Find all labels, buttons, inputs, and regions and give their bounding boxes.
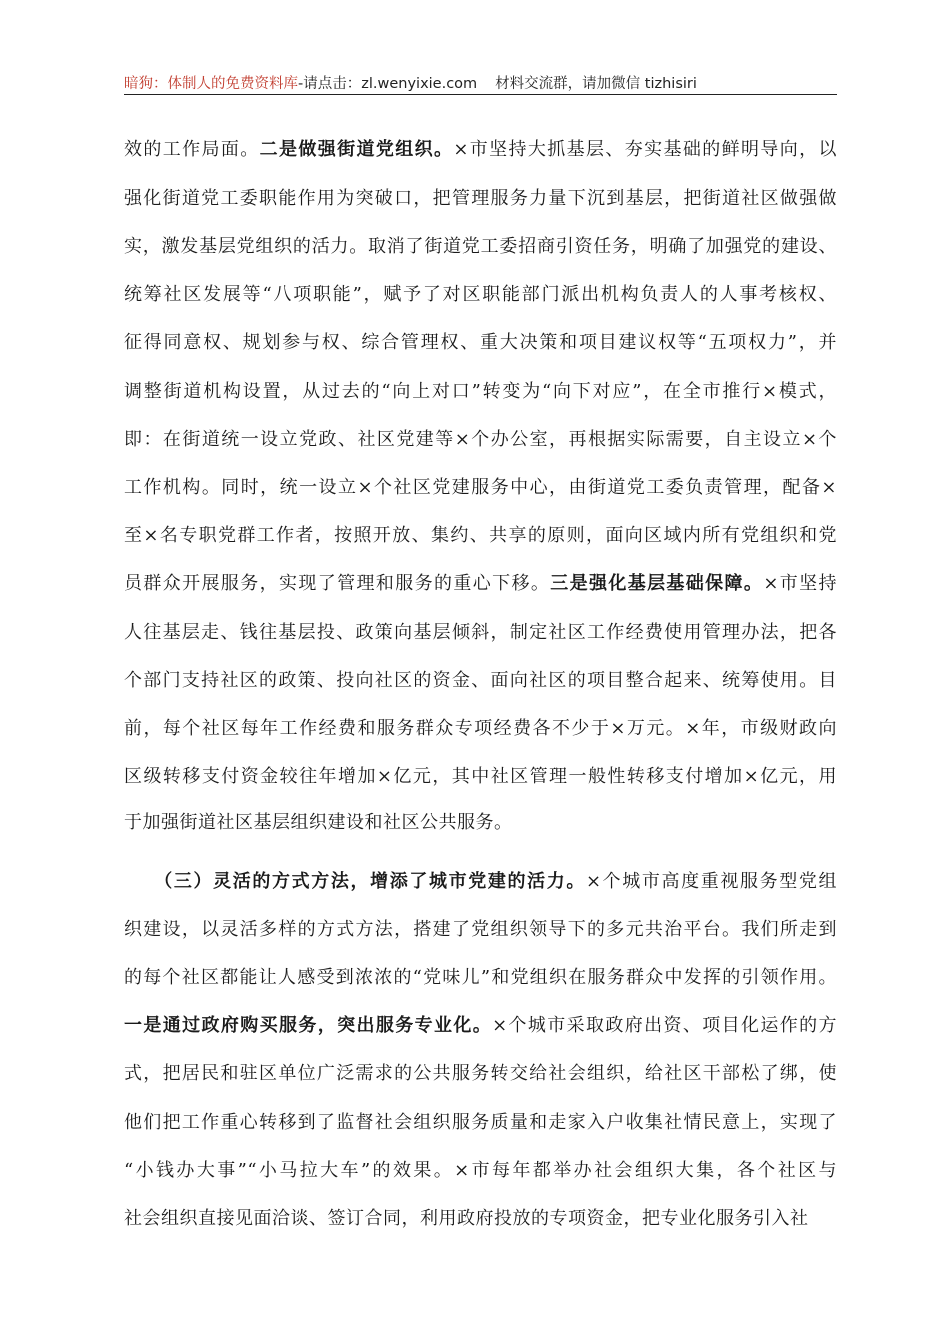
text-line bbox=[124, 380, 837, 404]
text-line bbox=[124, 428, 837, 452]
text-run: 他们把工作重心转移到了监督社会组织服务质量和走家入户收集社情民意上，实现了 bbox=[124, 1112, 837, 1133]
text-run: 工作机构。同时，统一设立×个社区党建服务中心，由街道党工委负责管理，配备× bbox=[124, 477, 837, 498]
text-run: 调整街道机构设置，从过去的“向上对口”转变为“向下对应”，在全市推行×模式， bbox=[124, 381, 837, 402]
text-run: 织建设，以灵活多样的方式方法，搭建了党组织领导下的多元共治平台。我们所走到 bbox=[124, 919, 837, 940]
text-run: “小钱办大事”“小马拉大车”的效果。×市每年都举办社会组织大集，各个社区与 bbox=[124, 1160, 837, 1181]
text-run: 个部门支持社区的政策、投向社区的资金、面向社区的项目整合起来、统筹使用。目 bbox=[124, 670, 837, 691]
text-line bbox=[124, 621, 837, 645]
text-line bbox=[124, 1111, 837, 1135]
text-run: 至×名专职党群工作者，按照开放、集约、共享的原则，面向区域内所有党组织和党 bbox=[124, 525, 837, 546]
text-line bbox=[124, 1014, 837, 1038]
header-site-link[interactable]: zl.wenyixie.com bbox=[361, 76, 478, 92]
text-run: 于加强街道社区基层组织建设和社区公共服务。 bbox=[124, 812, 513, 833]
header-contact: 材料交流群，请加微信 tizhisiri bbox=[495, 76, 697, 92]
text-line bbox=[124, 138, 837, 162]
text-line bbox=[124, 870, 837, 894]
text-run: ×个城市高度重视服务型党组 bbox=[585, 871, 838, 892]
bold-heading: 二是做强街道党组织。 bbox=[259, 139, 454, 160]
text-run: 即：在街道统一设立党政、社区党建等×个办公室，再根据实际需要，自主设立×个 bbox=[124, 429, 837, 450]
text-line bbox=[124, 476, 837, 500]
text-run: 的每个社区都能让人感受到浓浓的“党味儿”和党组织在服务群众中发挥的引领作用。 bbox=[124, 967, 837, 988]
text-line bbox=[124, 1062, 837, 1086]
text-run: 统筹社区发展等“八项职能”，赋予了对区职能部门派出机构负责人的人事考核权、 bbox=[124, 284, 837, 305]
bold-heading: （三）灵活的方式方法，增添了城市党建的活力。 bbox=[163, 871, 586, 892]
header-prompt: -请点击： bbox=[298, 76, 362, 92]
text-line bbox=[124, 187, 837, 211]
text-line bbox=[124, 918, 837, 942]
text-line bbox=[124, 572, 837, 596]
text-line bbox=[124, 331, 837, 355]
text-line bbox=[124, 283, 837, 307]
text-run: 社会组织直接见面洽谈、签订合同，利用政府投放的专项资金，把专业化服务引入社 bbox=[124, 1208, 809, 1229]
text-run: 区级转移支付资金较往年增加×亿元，其中社区管理一般性转移支付增加×亿元，用 bbox=[124, 766, 837, 787]
text-line bbox=[124, 669, 837, 693]
text-line bbox=[124, 966, 837, 990]
text-run: 强化街道党工委职能作用为突破口，把管理服务力量下沉到基层，把街道社区做强做 bbox=[124, 188, 837, 209]
text-line bbox=[124, 1159, 837, 1183]
text-line bbox=[124, 765, 837, 789]
text-run: 前，每个社区每年工作经费和服务群众专项经费各不少于×万元。×年，市级财政向 bbox=[124, 718, 837, 739]
text-run: 式，把居民和驻区单位广泛需求的公共服务转交给社会组织，给社区干部松了绑，使 bbox=[124, 1063, 837, 1084]
text-run bbox=[124, 871, 163, 892]
text-run: 征得同意权、规划参与权、综合管理权、重大决策和项目建议权等“五项权力”，并 bbox=[124, 332, 837, 353]
text-run: 效的工作局面。 bbox=[124, 139, 260, 160]
header-brand: 暗狗：体制人的免费资料库 bbox=[124, 76, 298, 92]
text-line bbox=[124, 1207, 837, 1231]
text-run: ×个城市采取政府出资、项目化运作的方 bbox=[492, 1015, 837, 1036]
text-run: 人往基层走、钱往基层投、政策向基层倾斜，制定社区工作经费使用管理办法，把各 bbox=[124, 622, 837, 643]
text-run: 员群众开展服务，实现了管理和服务的重心下移。 bbox=[124, 573, 551, 594]
bold-heading: 一是通过政府购买服务，突出服务专业化。 bbox=[124, 1015, 493, 1036]
text-line bbox=[124, 524, 837, 548]
bold-heading: 三是强化基层基础保障。 bbox=[550, 573, 764, 594]
text-run: ×市坚持大抓基层、夯实基础的鲜明导向，以 bbox=[453, 139, 837, 160]
text-line bbox=[124, 717, 837, 741]
text-line bbox=[124, 235, 837, 259]
text-line bbox=[124, 811, 837, 835]
page-header bbox=[124, 72, 837, 95]
text-run: 实，激发基层党组织的活力。取消了街道党工委招商引资任务，明确了加强党的建设、 bbox=[124, 236, 837, 257]
text-run: ×市坚持 bbox=[763, 573, 838, 594]
